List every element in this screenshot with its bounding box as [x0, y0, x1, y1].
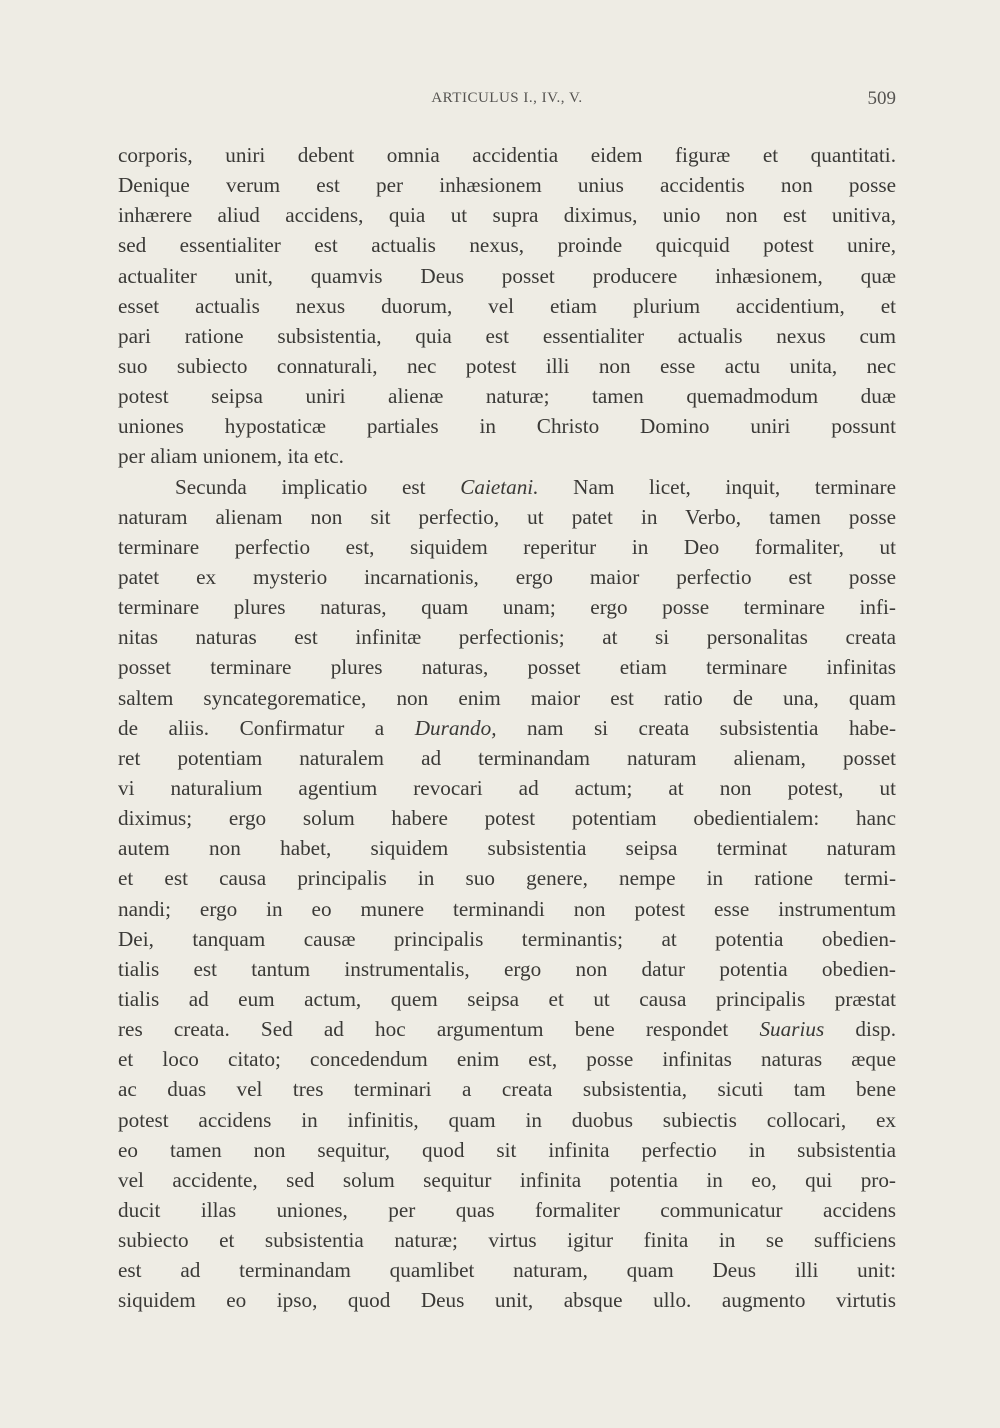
author-name-italic: Suarius [759, 1017, 825, 1042]
text-line: vel accidente, sed solum sequitur infinita potentia in eo, qui pro- [118, 1167, 896, 1192]
text-line: Denique verum est per inhæsionem unius accidentis non posse [118, 173, 896, 198]
body-text [118, 140, 896, 1315]
text-line: naturam alienam non sit perfectio, ut patet in Verbo, tamen posse [118, 504, 896, 529]
text-line: pari ratione subsistentia, quia est essentialiter actualis nexus cum [118, 323, 896, 348]
line-text: Secunda implicatio est [175, 474, 426, 499]
text-line: uniones hypostaticæ partiales in Christo Domino uniri possunt [118, 414, 896, 439]
text-line: tialis est tantum instrumentalis, ergo non datur potentia obedien- [118, 956, 896, 981]
text-line [118, 472, 896, 502]
text-line: est ad terminandam quamlibet naturam, quam Deus illi unit: [118, 1258, 896, 1283]
text-line: inhærere aliud accidens, quia ut supra diximus, unio non est unitiva, [118, 203, 896, 228]
text-line: per aliam unionem, ita etc. [118, 444, 344, 469]
text-line: potest seipsa uniri alienæ naturæ; tamen quemadmodum duæ [118, 384, 896, 409]
text-line: ducit illas uniones, per quas formaliter communicatur accidens [118, 1197, 896, 1222]
line-text: disp. [824, 1017, 896, 1042]
running-head [118, 88, 896, 112]
text-line: eo tamen non sequitur, quod sit infinita perfectio in subsistentia [118, 1137, 896, 1162]
text-line: esset actualis nexus duorum, vel etiam plurium accidentium, et [118, 293, 896, 318]
text-line: siquidem eo ipso, quod Deus unit, absque ullo. augmento virtutis [118, 1288, 896, 1313]
text-line: terminare perfectio est, siquidem reperitur in Deo formaliter, ut [118, 534, 896, 559]
line-text: res creata. Sed ad hoc argumentum bene respondet [118, 1017, 729, 1042]
text-line: posset terminare plures naturas, posset etiam terminare infinitas [118, 655, 896, 680]
text-line: suo subiecto connaturali, nec potest illi non esse actu unita, nec [118, 353, 896, 378]
text-line: autem non habet, siquidem subsistentia seipsa terminat naturam [118, 836, 896, 861]
text-line: nitas naturas est infinitæ perfectionis; at si personalitas creata [118, 625, 896, 650]
text-line: vi naturalium agentium revocari ad actum; at non potest, ut [118, 775, 896, 800]
text-line: et loco citato; concedendum enim est, posse infinitas naturas æque [118, 1047, 896, 1072]
author-name-italic: Caietani. [460, 474, 539, 499]
text-line: ac duas vel tres terminari a creata subsistentia, sicuti tam bene [118, 1077, 896, 1102]
text-line [118, 1014, 896, 1044]
text-line: nandi; ergo in eo munere terminandi non potest esse instrumentum [118, 896, 896, 921]
text-line: saltem syncategorematice, non enim maior est ratio de una, quam [118, 685, 896, 710]
text-line: diximus; ergo solum habere potest potentiam obedientialem: hanc [118, 806, 896, 831]
text-line: Dei, tanquam causæ principalis terminantis; at potentia obedien- [118, 926, 896, 951]
text-line: ret potentiam naturalem ad terminandam naturam alienam, posset [118, 745, 896, 770]
line-text: nam si creata subsistentia habe- [496, 715, 896, 740]
line-text: Nam licet, inquit, terminare [538, 474, 896, 499]
text-line: terminare plures naturas, quam unam; ergo posse terminare infi- [118, 595, 896, 620]
text-line: patet ex mysterio incarnationis, ergo maior perfectio est posse [118, 564, 896, 589]
line-text: de aliis. Confirmatur a [118, 715, 385, 740]
text-line: actualiter unit, quamvis Deus posset producere inhæsionem, quæ [118, 263, 896, 288]
text-line: et est causa principalis in suo genere, nempe in ratione termi- [118, 866, 896, 891]
text-line [118, 713, 896, 743]
page-number: 509 [867, 88, 896, 109]
author-name-italic: Durando, [414, 715, 497, 740]
text-line: potest accidens in infinitis, quam in duobus subiectis collocari, ex [118, 1107, 896, 1132]
text-line: sed essentialiter est actualis nexus, proinde quicquid potest unire, [118, 233, 896, 258]
text-line: subiecto et subsistentia naturæ; virtus igitur finita in se sufficiens [118, 1228, 896, 1253]
text-line: tialis ad eum actum, quem seipsa et ut causa principalis præstat [118, 986, 896, 1011]
running-title: ARTICULUS I., IV., V. [431, 90, 583, 106]
text-line: corporis, uniri debent omnia accidentia eidem figuræ et quantitati. [118, 143, 896, 167]
